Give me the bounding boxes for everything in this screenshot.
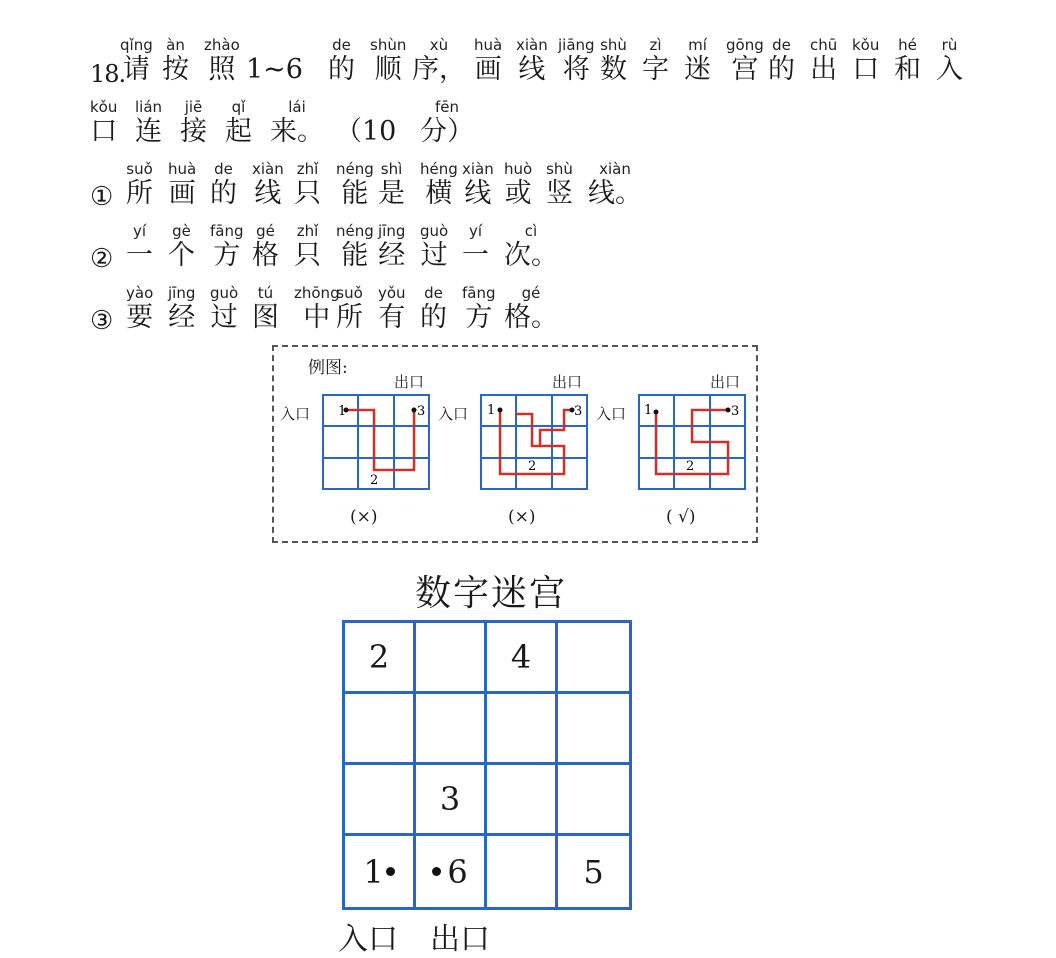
- pinyin-char: [768, 36, 795, 86]
- pinyin-char: [126, 284, 153, 334]
- pinyin-char: [294, 284, 340, 334]
- example-grid-2: [432, 347, 602, 537]
- pinyin: suǒ: [336, 284, 363, 302]
- number-maze-grid: [342, 620, 632, 910]
- pinyin: yǒu: [378, 284, 406, 302]
- pinyin: zhào: [204, 36, 240, 54]
- maze-cell[interactable]: [487, 765, 558, 836]
- hanzi: 图: [252, 302, 279, 333]
- hanzi: 线: [464, 178, 492, 209]
- hanzi: 照: [208, 54, 236, 85]
- pinyin-char: [642, 36, 669, 86]
- maze-cell[interactable]: 4: [487, 623, 558, 694]
- pinyin-char: [126, 222, 153, 272]
- pinyin: kǒu: [852, 36, 880, 54]
- example-num-3: 3: [731, 404, 740, 419]
- maze-cell[interactable]: 3: [416, 765, 487, 836]
- hanzi: 入: [936, 54, 963, 85]
- pinyin: jīng: [378, 222, 406, 240]
- pinyin-char: [378, 160, 405, 210]
- example-grid-drawing-1: [322, 394, 430, 490]
- hanzi: 口: [90, 116, 118, 147]
- pinyin-char: [294, 160, 321, 210]
- hanzi: 方: [213, 240, 241, 271]
- pinyin: yí: [468, 222, 483, 240]
- pinyin: xiàn: [252, 160, 284, 178]
- example-mark-wrong: (×): [508, 507, 536, 527]
- maze-cell[interactable]: 5: [583, 852, 604, 891]
- pinyin: shùn: [370, 36, 407, 54]
- hanzi: 只: [294, 178, 321, 209]
- pinyin-char: [420, 160, 458, 210]
- pinyin: suǒ: [126, 160, 153, 178]
- example-exit-label: 出口: [710, 373, 741, 391]
- pinyin: de: [424, 284, 443, 302]
- hanzi: 接: [180, 116, 207, 147]
- example-grid-drawing-2: [480, 394, 588, 490]
- hanzi: 能: [341, 240, 369, 271]
- pinyin-char: [210, 160, 237, 210]
- pinyin-char: [420, 98, 474, 148]
- example-exit-label: 出口: [394, 373, 425, 391]
- start-dot: [386, 867, 395, 876]
- maze-cell[interactable]: [416, 694, 487, 765]
- example-num-1: 1: [644, 403, 653, 418]
- pinyin-char: [90, 98, 117, 148]
- hanzi: 次。: [504, 240, 558, 271]
- example-num-2: 2: [686, 459, 695, 474]
- pinyin-char: [462, 160, 494, 210]
- hanzi: 能: [341, 178, 369, 209]
- example-grid-3: [590, 347, 760, 537]
- pinyin-char: [225, 98, 252, 148]
- maze-cell[interactable]: [487, 836, 558, 907]
- pinyin: shì: [380, 160, 403, 178]
- pinyin: huà: [168, 160, 197, 178]
- pinyin-char: [516, 36, 548, 86]
- maze-cell[interactable]: [345, 765, 416, 836]
- rule-marker: ②: [90, 244, 114, 274]
- pinyin: zhǐ: [296, 160, 319, 178]
- pinyin-char: [336, 284, 363, 334]
- pinyin: jīng: [168, 284, 196, 302]
- pinyin-char: [546, 160, 573, 210]
- pinyin: rù: [941, 36, 958, 54]
- pinyin: fāng: [210, 222, 244, 240]
- pinyin: jiāng: [558, 36, 595, 54]
- pinyin: de: [214, 160, 233, 178]
- hanzi: 字: [642, 54, 669, 85]
- maze-cell-exit[interactable]: 6: [416, 836, 487, 907]
- hanzi: 一: [462, 240, 489, 271]
- pinyin-char: [168, 222, 195, 272]
- hanzi: 顺: [374, 54, 402, 85]
- hanzi: 或: [504, 178, 532, 209]
- pinyin: xiàn: [516, 36, 548, 54]
- pinyin-char: [135, 98, 162, 148]
- hanzi: 1~6: [246, 54, 303, 85]
- pinyin-char: [420, 222, 448, 272]
- hanzi: 有: [378, 302, 406, 333]
- example-mark-wrong: (×): [350, 507, 378, 527]
- hanzi: 的: [210, 178, 237, 209]
- pinyin: zhǐ: [296, 222, 319, 240]
- hanzi: 只: [294, 240, 321, 271]
- hanzi: 迷: [684, 54, 711, 85]
- hanzi: 个: [168, 240, 195, 271]
- pinyin-char: [378, 284, 406, 334]
- pinyin: mí: [688, 36, 707, 54]
- maze-cell[interactable]: [558, 694, 629, 765]
- pinyin-char: [252, 284, 279, 334]
- pinyin: yí: [132, 222, 147, 240]
- example-num-1: 1: [487, 403, 496, 418]
- hanzi: 宫: [731, 54, 759, 85]
- maze-cell-entrance[interactable]: 1: [345, 836, 416, 907]
- example-box: [272, 345, 758, 543]
- pinyin: jiē: [184, 98, 203, 116]
- pinyin-char: [852, 36, 879, 86]
- pinyin-char: [726, 36, 764, 86]
- pinyin-char: [204, 36, 240, 86]
- pinyin-char: [420, 284, 447, 334]
- hanzi: 线: [254, 178, 282, 209]
- hanzi: 横: [425, 178, 453, 209]
- hanzi: 格: [252, 240, 279, 271]
- hanzi: 连: [135, 116, 163, 147]
- pinyin-char: [336, 222, 374, 272]
- pinyin: lián: [135, 98, 163, 116]
- example-num-2: 2: [370, 473, 379, 488]
- pinyin: guò: [210, 284, 239, 302]
- pinyin-char: [684, 36, 711, 86]
- pinyin: fēn: [434, 98, 460, 116]
- hanzi: 请: [122, 54, 150, 85]
- maze-cell[interactable]: [487, 694, 558, 765]
- hanzi: 的: [420, 302, 447, 333]
- pinyin: shù: [546, 160, 573, 178]
- hanzi: （10: [335, 116, 397, 147]
- pinyin: huò: [504, 160, 533, 178]
- hanzi: 线: [518, 54, 546, 85]
- hanzi: 格。: [504, 302, 558, 333]
- pinyin-char: [600, 36, 627, 86]
- pinyin-char: [210, 222, 244, 272]
- pinyin: xiàn: [462, 160, 494, 178]
- pinyin: tú: [257, 284, 274, 302]
- pinyin: hé: [898, 36, 917, 54]
- pinyin: néng: [336, 160, 374, 178]
- hanzi: 口: [852, 54, 880, 85]
- hanzi: 经: [378, 240, 406, 271]
- pinyin-char: [378, 222, 405, 272]
- hanzi: 竖: [546, 178, 573, 209]
- pinyin-char: [180, 98, 207, 148]
- pinyin-char: [252, 160, 284, 210]
- pinyin-char: [162, 36, 189, 86]
- hanzi: 序，: [412, 54, 466, 85]
- hanzi: 要: [126, 302, 154, 333]
- question-number: 18.: [90, 60, 126, 88]
- pinyin: xù: [429, 36, 449, 54]
- pinyin-char: [120, 36, 153, 86]
- pinyin: cì: [524, 222, 538, 240]
- hanzi: 和: [894, 54, 921, 85]
- pinyin-char: [558, 36, 595, 86]
- hanzi: 是: [378, 178, 405, 209]
- example-grid-1: [274, 347, 444, 537]
- pinyin: gé: [256, 222, 275, 240]
- pinyin: gè: [172, 222, 191, 240]
- hanzi: 方: [465, 302, 493, 333]
- maze-exit-label: 出口: [430, 922, 490, 957]
- pinyin-char: [335, 98, 396, 148]
- pinyin: xiàn: [599, 160, 631, 178]
- example-grid-drawing-3: [638, 394, 746, 490]
- example-entrance-label: 入口: [438, 405, 469, 423]
- pinyin-char: [270, 98, 324, 148]
- hanzi: 一: [126, 240, 153, 271]
- example-entrance-label: 入口: [596, 405, 627, 423]
- hanzi: 出: [810, 54, 838, 85]
- pinyin-char: [894, 36, 921, 86]
- pinyin-char: [504, 222, 558, 272]
- pinyin: chū: [810, 36, 838, 54]
- pinyin-char: [588, 160, 642, 210]
- pinyin-char: [336, 160, 374, 210]
- pinyin-char: [246, 36, 303, 86]
- hanzi: 线。: [588, 178, 642, 209]
- hanzi: 的: [768, 54, 795, 85]
- pinyin: néng: [336, 222, 374, 240]
- example-title: 例图:: [308, 358, 348, 378]
- hanzi: 按: [162, 54, 189, 85]
- example-num-2: 2: [528, 459, 537, 474]
- hanzi: 将: [562, 54, 590, 85]
- maze-cell[interactable]: [558, 765, 629, 836]
- pinyin-char: [328, 36, 355, 86]
- rule-marker: ③: [90, 306, 114, 336]
- example-num-1: 1: [338, 404, 347, 419]
- pinyin-char: [168, 284, 195, 334]
- pinyin-char: [370, 36, 406, 86]
- pinyin-char: [294, 222, 321, 272]
- pinyin-char: [126, 160, 153, 210]
- pinyin: héng: [420, 160, 458, 178]
- pinyin: yào: [126, 284, 154, 302]
- pinyin: de: [332, 36, 351, 54]
- example-num-3: 3: [417, 404, 426, 419]
- pinyin: zhōng: [294, 284, 340, 302]
- example-mark-correct: ( √): [666, 507, 696, 527]
- hanzi: 起: [225, 116, 252, 147]
- pinyin: zì: [649, 36, 662, 54]
- example-num-3: 3: [574, 404, 583, 419]
- maze-cell[interactable]: 2: [345, 623, 416, 694]
- pinyin: qǐng: [120, 36, 153, 54]
- hanzi: 画: [168, 178, 196, 209]
- pinyin-char: [412, 36, 466, 86]
- pinyin: fāng: [462, 284, 496, 302]
- hanzi: 分）: [420, 116, 474, 147]
- maze-entrance-label: 入口: [338, 922, 398, 957]
- pinyin-char: [810, 36, 837, 86]
- hanzi: 数: [600, 54, 627, 85]
- hanzi: 中: [303, 302, 331, 333]
- pinyin: àn: [166, 36, 185, 54]
- maze-cell[interactable]: [416, 623, 487, 694]
- hanzi: 画: [474, 54, 502, 85]
- pinyin-char: [504, 160, 532, 210]
- maze-title: 数字迷宫: [415, 573, 568, 614]
- pinyin-char: [936, 36, 963, 86]
- hanzi: 过: [420, 240, 448, 271]
- maze-cell[interactable]: [558, 623, 629, 694]
- pinyin: lái: [288, 98, 306, 116]
- hanzi: 过: [210, 302, 238, 333]
- rule-marker: ①: [90, 182, 114, 212]
- pinyin: guò: [420, 222, 449, 240]
- example-exit-label: 出口: [552, 373, 583, 391]
- pinyin-char: [462, 284, 496, 334]
- pinyin: shù: [600, 36, 627, 54]
- pinyin-char: [252, 222, 279, 272]
- hanzi: 所: [126, 178, 153, 209]
- pinyin-char: [462, 222, 489, 272]
- pinyin: huà: [474, 36, 503, 54]
- pinyin-char: [504, 284, 558, 334]
- pinyin: gōng: [726, 36, 764, 54]
- pinyin-char: [210, 284, 238, 334]
- pinyin-char: [474, 36, 502, 86]
- hanzi: 经: [168, 302, 196, 333]
- pinyin: kǒu: [90, 98, 118, 116]
- pinyin-char: [168, 160, 196, 210]
- maze-cell[interactable]: [345, 694, 416, 765]
- pinyin: gé: [521, 284, 541, 302]
- end-dot: [432, 867, 441, 876]
- hanzi: 的: [328, 54, 355, 85]
- hanzi: 来。: [270, 116, 324, 147]
- pinyin: de: [772, 36, 791, 54]
- hanzi: 所: [336, 302, 363, 333]
- example-entrance-label: 入口: [280, 405, 311, 423]
- pinyin: qǐ: [231, 98, 246, 116]
